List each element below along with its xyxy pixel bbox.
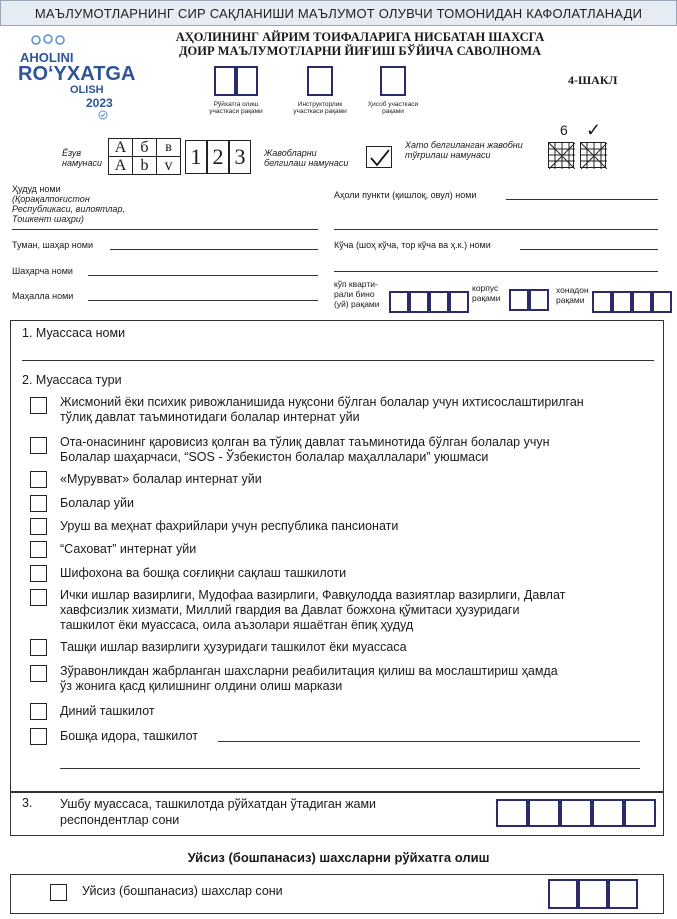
form-title <box>160 30 560 58</box>
option-checkbox-1[interactable] <box>30 397 47 414</box>
option-10: Зўравонликдан жабрланган шахсларни реабилитация қилиш ва мослаштириш ҳамда ўз жонига қасд қилишнинг олдини олиш маркази <box>60 664 558 693</box>
street-field[interactable] <box>520 249 658 250</box>
respondents-box-1[interactable] <box>496 799 528 827</box>
option-6: “Саховат” интернат уйи <box>60 542 197 556</box>
other-org-field[interactable] <box>218 741 640 742</box>
option-checkbox-5[interactable] <box>30 518 47 535</box>
other-org-field-2[interactable] <box>60 768 640 769</box>
census-area-label: Рўйхатга олиш участкаси рақами <box>209 101 263 115</box>
confidentiality-banner: МАЪЛУМОТЛАРНИНГ СИР САҚЛАНИШИ МАЪЛУМОТ ОЛУВЧИ ТОМОНИДАН КАФОЛАТЛАНАДИ <box>0 0 677 26</box>
q3-number: 3. <box>22 796 33 810</box>
option-checkbox-7[interactable] <box>30 565 47 582</box>
logo-line2: ROʻYXATGA <box>18 63 136 85</box>
hatch-icon <box>549 143 575 169</box>
mahalla-label: Маҳалла номи <box>12 291 74 301</box>
homeless-checkbox[interactable] <box>50 884 67 901</box>
q1-label: 1. Муассаса номи <box>22 326 126 340</box>
region-field[interactable] <box>12 229 318 230</box>
settlement-field-2[interactable] <box>334 229 658 230</box>
option-checkbox-4[interactable] <box>30 495 47 512</box>
option-3: «Мурувват» болалар интернат уйи <box>60 472 262 486</box>
q1-field[interactable] <box>22 360 654 361</box>
census-area-box-2[interactable] <box>236 66 258 96</box>
sample-digit-2: 2 <box>207 140 229 174</box>
option-7: Шифохона ва бошқа соғлиқни сақлаш ташкилоти <box>60 566 347 580</box>
homeless-label: Уйсиз (бошпанасиз) шахслар сони <box>82 884 283 898</box>
block-box-1[interactable] <box>509 289 529 311</box>
district-field[interactable] <box>110 249 318 250</box>
town-label: Шаҳарча номи <box>12 266 73 276</box>
building-box-4[interactable] <box>449 291 469 313</box>
building-box-2[interactable] <box>409 291 429 313</box>
sample-latin-v: v <box>156 156 181 175</box>
option-checkbox-6[interactable] <box>30 541 47 558</box>
option-checkbox-2[interactable] <box>30 437 47 454</box>
homeless-section-title: Уйсиз (бошпанасиз) шахсларни рўйхатга олиш <box>187 850 490 865</box>
option-checkbox-12[interactable] <box>30 728 47 745</box>
region-label: Ҳудуд номи (Қорақалпоғистон Республикаси, вилоятлар, Тошкент шаҳри) <box>12 184 125 224</box>
apartment-box-3[interactable] <box>632 291 652 313</box>
option-checkbox-3[interactable] <box>30 471 47 488</box>
option-8: Ички ишлар вазирлиги, Мудофаа вазирлиги, Фавқулодда вазиятлар вазирлиги, Давлат хавфсизлик хизмати, Миллий гвардия ва Давлат божхона қўмитаси ҳузуридаги ташкилот ёки муассаса, оила аъзолари яшаётган ёпиқ ҳудуд <box>60 588 566 632</box>
logo-line3: OLISH <box>70 84 104 96</box>
logo-line1: AHOLINI <box>20 50 74 65</box>
option-4: Болалар уйи <box>60 496 135 510</box>
option-12: Бошқа идора, ташкилот <box>60 729 199 743</box>
census-area-box-1[interactable] <box>214 66 236 96</box>
street-label: Кўча (шоҳ кўча, тор кўча ва ҳ.к.) номи <box>334 240 491 250</box>
instructor-area-label: Инструкторлик участкаси рақами <box>293 101 347 115</box>
respondents-box-3[interactable] <box>560 799 592 827</box>
title-line2: ДОИР МАЪЛУМОТЛАРНИ ЙИҒИШ БЎЙИЧА САВОЛНОМА <box>178 44 542 58</box>
checkmark-icon <box>367 147 393 169</box>
settlement-label: Аҳоли пункти (қишлоқ, овул) номи <box>334 190 477 200</box>
sample-digit-1: 1 <box>185 140 207 174</box>
homeless-count-box-2[interactable] <box>578 879 608 909</box>
title-line1: АҲОЛИНИНГ АЙРИМ ТОИФАЛАРИГА НИСБАТАН ШАХСГА <box>175 30 545 44</box>
wrong-mark-2: ✓ <box>586 120 602 140</box>
option-checkbox-9[interactable] <box>30 639 47 656</box>
q2-label: 2. Муассаса тури <box>22 373 122 387</box>
street-field-2[interactable] <box>334 271 658 272</box>
homeless-count-box-1[interactable] <box>548 879 578 909</box>
option-9: Ташқи ишлар вазирлиги ҳузуридаги ташкилот ёки муассаса <box>60 640 407 654</box>
option-checkbox-10[interactable] <box>30 665 47 682</box>
option-11: Диний ташкилот <box>60 704 155 718</box>
block-label: корпус рақами <box>472 283 501 303</box>
apartment-box-2[interactable] <box>612 291 632 313</box>
block-box-2[interactable] <box>529 289 549 311</box>
sample-letter-b: б <box>132 138 157 157</box>
check-circle-icon <box>98 110 108 120</box>
crossed-box-1 <box>548 142 574 168</box>
instructor-area-box[interactable] <box>307 66 333 96</box>
option-5: Уруш ва меҳнат фахрийлари учун республика пансионати <box>60 519 399 533</box>
building-box-3[interactable] <box>429 291 449 313</box>
form-number: 4-ШАКЛ <box>568 73 618 87</box>
sample-letter-a: А <box>108 138 133 157</box>
sample-latin-b: b <box>132 156 157 175</box>
crossed-box-2 <box>580 142 606 168</box>
option-1: Жисмоний ёки психик ривожланишида нуқсони бўлган болалар учун ихтисослаштирилган тўлиқ давлат таъминотидаги болалар интернат уйи <box>60 395 584 424</box>
district-label: Туман, шаҳар номи <box>12 240 93 250</box>
answer-sample-box <box>366 146 392 168</box>
count-area-box[interactable] <box>380 66 406 96</box>
respondents-box-5[interactable] <box>624 799 656 827</box>
sample-digit-3: 3 <box>229 140 251 174</box>
answer-sample-label: Жавобларни белгилаш намунаси <box>264 148 349 168</box>
mahalla-field[interactable] <box>88 300 318 301</box>
wrong-answer-label: Хато белгиланган жавобни тўғрилаш намунаси <box>405 140 523 160</box>
option-checkbox-11[interactable] <box>30 703 47 720</box>
apartment-label: хонадон рақами <box>556 285 589 305</box>
town-field[interactable] <box>88 275 318 276</box>
building-box-1[interactable] <box>389 291 409 313</box>
hatch-icon <box>581 143 607 169</box>
respondents-box-2[interactable] <box>528 799 560 827</box>
count-area-label: Ҳисоб участкаси рақами <box>367 101 419 115</box>
people-icon <box>28 34 68 50</box>
apartment-box-1[interactable] <box>592 291 612 313</box>
settlement-field[interactable] <box>506 199 658 200</box>
option-checkbox-8[interactable] <box>30 589 47 606</box>
q3-label: Ушбу муассаса, ташкилотда рўйхатдан ўтадиган жами респондентлар сони <box>60 797 377 827</box>
wrong-mark-1: 6 <box>560 122 568 138</box>
apartment-box-4[interactable] <box>652 291 672 313</box>
writing-sample-label: Ёзув намунаси <box>62 148 102 168</box>
logo-year: 2023 <box>86 96 113 110</box>
respondents-box-4[interactable] <box>592 799 624 827</box>
sample-letter-v: в <box>156 138 181 157</box>
census-logo <box>14 34 164 120</box>
homeless-count-box-3[interactable] <box>608 879 638 909</box>
option-2: Ота-онасининг қаровисиз қолган ва тўлиқ давлат таъминотида бўлган болалар учун Болалар шаҳарчаси, “SOS - Ўзбекистон болалар маҳаллалари” уюшмаси <box>60 435 550 464</box>
building-label: кўп кварти- рали бино (уй) рақами <box>334 279 380 309</box>
sample-latin-a: A <box>108 156 133 175</box>
